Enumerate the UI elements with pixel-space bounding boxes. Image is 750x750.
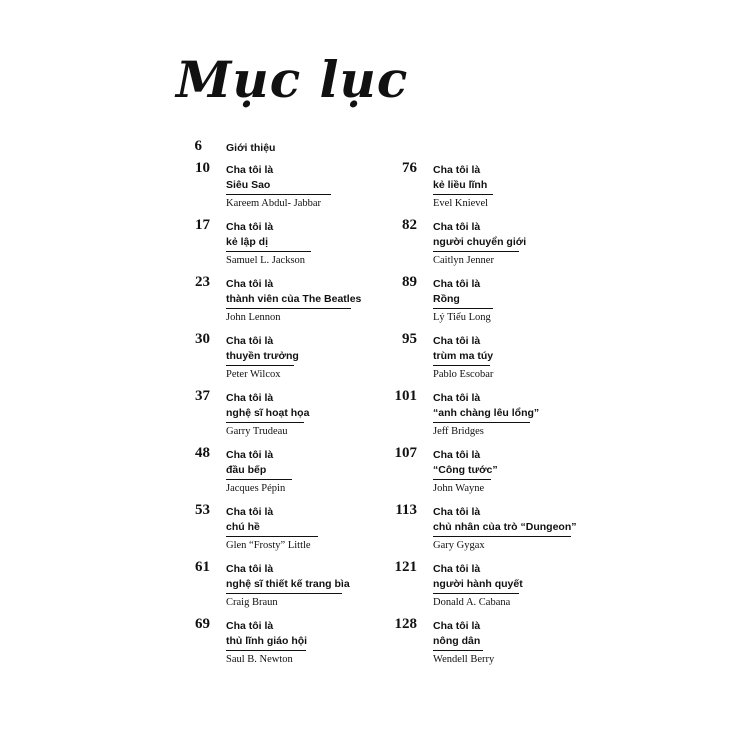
entry-page-number: 17 bbox=[195, 217, 210, 233]
entry-page-number: 30 bbox=[195, 331, 210, 347]
entry-divider bbox=[433, 593, 519, 594]
entry-role: chủ nhân của trò “Dungeon” bbox=[433, 521, 577, 533]
entry-prefix: Cha tôi là bbox=[226, 335, 274, 347]
entry-prefix: Cha tôi là bbox=[433, 563, 481, 575]
entry-person-name: Caitlyn Jenner bbox=[433, 255, 494, 266]
entry-role: nghệ sĩ thiết kế trang bìa bbox=[226, 578, 350, 590]
entry-person-name: Jeff Bridges bbox=[433, 426, 484, 437]
entry-page-number: 128 bbox=[394, 616, 417, 632]
intro-label: Giới thiệu bbox=[226, 142, 276, 154]
entry-page-number: 101 bbox=[394, 388, 417, 404]
entry-person-name: John Wayne bbox=[433, 483, 485, 494]
entry-page-number: 53 bbox=[195, 502, 210, 518]
entry-person-name: Donald A. Cabana bbox=[433, 597, 511, 608]
entry-page-number: 95 bbox=[402, 331, 417, 347]
entry-role: “anh chàng lêu lổng” bbox=[433, 407, 540, 419]
entry-page-number: 121 bbox=[394, 559, 417, 575]
entry-divider bbox=[226, 365, 294, 366]
entry-page-number: 89 bbox=[402, 274, 417, 290]
entry-page-number: 113 bbox=[395, 502, 417, 518]
entry-divider bbox=[433, 650, 483, 651]
entry-person-name: Craig Braun bbox=[226, 597, 278, 608]
intro-page-number: 6 bbox=[194, 138, 202, 154]
entry-person-name: Samuel L. Jackson bbox=[226, 255, 306, 266]
entry-person-name: Wendell Berry bbox=[433, 654, 495, 665]
entry-person-name: Pablo Escobar bbox=[433, 369, 494, 380]
entry-prefix: Cha tôi là bbox=[433, 392, 481, 404]
entry-divider bbox=[433, 308, 493, 309]
entry-prefix: Cha tôi là bbox=[433, 278, 481, 290]
entry-divider bbox=[433, 536, 571, 537]
entry-role: người hành quyết bbox=[433, 578, 523, 590]
entry-role: thủ lĩnh giáo hội bbox=[226, 635, 308, 647]
entry-divider bbox=[226, 251, 311, 252]
entry-prefix: Cha tôi là bbox=[433, 506, 481, 518]
entry-person-name: Kareem Abdul- Jabbar bbox=[226, 198, 322, 209]
entry-page-number: 10 bbox=[195, 160, 210, 176]
entry-role: Rồng bbox=[433, 293, 460, 305]
entry-divider bbox=[226, 479, 292, 480]
entry-prefix: Cha tôi là bbox=[433, 620, 481, 632]
entry-divider bbox=[433, 422, 530, 423]
entry-prefix: Cha tôi là bbox=[226, 449, 274, 461]
entry-prefix: Cha tôi là bbox=[433, 164, 481, 176]
entry-divider bbox=[226, 194, 331, 195]
entry-person-name: Evel Knievel bbox=[433, 198, 489, 209]
entry-divider bbox=[226, 593, 342, 594]
entry-divider bbox=[433, 251, 519, 252]
entry-role: kẻ lập dị bbox=[226, 236, 269, 248]
entry-divider bbox=[226, 308, 351, 309]
entry-role: người chuyển giới bbox=[433, 236, 527, 248]
entry-divider bbox=[226, 422, 304, 423]
entry-prefix: Cha tôi là bbox=[226, 506, 274, 518]
entry-role: nông dân bbox=[433, 635, 481, 647]
entry-person-name: Garry Trudeau bbox=[226, 426, 288, 437]
entry-page-number: 48 bbox=[195, 445, 210, 461]
entry-prefix: Cha tôi là bbox=[226, 620, 274, 632]
entry-person-name: John Lennon bbox=[226, 312, 281, 323]
entry-role: trùm ma túy bbox=[433, 350, 494, 362]
entry-person-name: Saul B. Newton bbox=[226, 654, 293, 665]
entry-page-number: 23 bbox=[195, 274, 210, 290]
entry-divider bbox=[433, 365, 490, 366]
entry-page-number: 76 bbox=[402, 160, 417, 176]
entry-role: thành viên của The Beatles bbox=[226, 293, 362, 305]
entry-divider bbox=[433, 479, 491, 480]
entry-prefix: Cha tôi là bbox=[433, 449, 481, 461]
entry-person-name: Lý Tiểu Long bbox=[433, 312, 491, 323]
entry-person-name: Jacques Pépin bbox=[226, 483, 286, 494]
entry-prefix: Cha tôi là bbox=[433, 221, 481, 233]
page-title: Mục lục bbox=[176, 50, 409, 109]
entry-person-name: Gary Gygax bbox=[433, 540, 485, 551]
entry-page-number: 107 bbox=[394, 445, 417, 461]
entry-person-name: Peter Wilcox bbox=[226, 369, 281, 380]
entry-role: kẻ liều lĩnh bbox=[433, 179, 488, 191]
entry-role: “Công tước” bbox=[433, 464, 498, 476]
entry-role: chú hề bbox=[226, 521, 260, 533]
entry-divider bbox=[226, 536, 318, 537]
entry-page-number: 37 bbox=[195, 388, 210, 404]
entry-page-number: 61 bbox=[195, 559, 210, 575]
entry-page-number: 82 bbox=[402, 217, 417, 233]
entry-role: thuyền trưởng bbox=[226, 350, 299, 362]
entry-prefix: Cha tôi là bbox=[433, 335, 481, 347]
entry-prefix: Cha tôi là bbox=[226, 164, 274, 176]
entry-divider bbox=[433, 194, 493, 195]
entry-prefix: Cha tôi là bbox=[226, 278, 274, 290]
entry-person-name: Glen “Frosty” Little bbox=[226, 540, 311, 551]
entry-page-number: 69 bbox=[195, 616, 210, 632]
entry-prefix: Cha tôi là bbox=[226, 563, 274, 575]
entry-role: Siêu Sao bbox=[226, 179, 271, 191]
entry-prefix: Cha tôi là bbox=[226, 392, 274, 404]
entry-divider bbox=[226, 650, 306, 651]
entry-prefix: Cha tôi là bbox=[226, 221, 274, 233]
entry-role: đầu bếp bbox=[226, 464, 267, 476]
entry-role: nghệ sĩ hoạt họa bbox=[226, 407, 310, 419]
